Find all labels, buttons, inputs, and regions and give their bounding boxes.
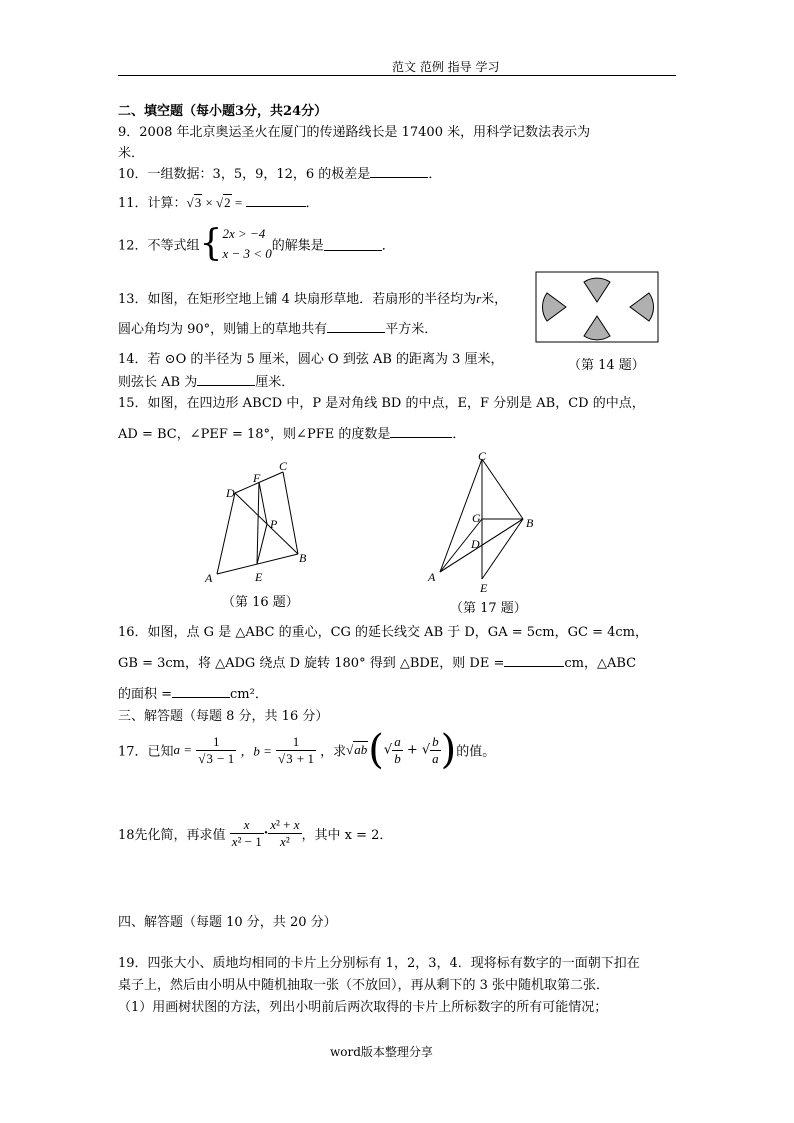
q17: 17．已知a = $\frac{1}{√3 - 1}$ ，b = $\frac{1}{√3 + 1}$ ，求√ab(√ $\frac{a}{b}$ + √ $\frac{b}{a}$ )的值。 [118,727,496,773]
q18-frac1: $\frac{x}{\text{x² − 1}}$ [231,817,262,849]
q15-line2b: ． [452,427,466,442]
q14-line2b: 厘米． [255,375,295,390]
q13-line1 [118,288,507,307]
q17-frac-b-over-a: $\frac{b}{a}$ [432,733,439,766]
fig17-label-A: A [428,570,436,584]
q17-a-label: a = [173,742,193,757]
q17-paren-right: ) [440,727,457,773]
q11-end: ． [305,196,319,211]
q12-ineq2: x − 3 < 0 [222,246,272,261]
q18: 18先化简，再求值 $\frac{x}{\text{x² − 1}}$ · $\frac{\text{x² + x}}{\text{x²}}$ ，其中 x = 2． [118,817,393,849]
fig17-label-B: B [526,516,534,530]
q11 [118,192,319,211]
fig17-label-E: E [480,581,488,595]
fig17-segment-EB [482,519,523,579]
q14-blank [197,373,255,386]
q16-line3 [118,683,268,702]
q16-line2a: GB = 3cm，将 △ADG 绕点 D 旋转 180° 得到 △BDE，则 DE = [118,656,505,671]
q12-brace: { [199,223,223,264]
q10-blank [370,165,428,178]
q18-frac2: $\frac{\text{x² + x}}{\text{x²}}$ [270,817,300,849]
q19-line2: 桌子上，然后由小明从中随机抽取一张（不放回），再从剩下的 3 张中随机取第二张． [118,978,610,993]
fig16-side-AD [217,493,235,574]
q14-line2 [118,371,294,390]
q16-line2b: cm，△ABC [564,656,637,671]
fig17-label-C-text: C [478,449,487,463]
figure-17 [420,447,540,597]
q10-text: 10．一组数据：3，5，9，12，6 的极差是 [118,167,371,182]
q10 [118,163,441,182]
q17-frac-b: $\frac{1}{√3 + 1}$ [278,733,314,766]
q15-blank [390,425,452,438]
q11-prefix: 11．计算： [118,196,187,211]
fig16-label-D: D [226,486,235,500]
q12-end: ． [381,238,395,254]
q13-line1a: 13．如图，在矩形空地上铺 4 块扇形草地．若扇形的半径均为 [118,292,477,307]
q12-system [222,224,271,264]
q17-b-label: ，b = [240,743,272,759]
page-header: 范文 范例 指导 学习 [392,60,500,74]
q13-var-r: r [476,291,482,306]
q11-blank [246,194,306,207]
fig17-caption: （第 17 题） [450,601,527,616]
q17-sqrt-ab: √ab [346,742,368,757]
section-3-title: 三、解答题（每题 8 分，共 16 分） [118,709,329,724]
fig14-caption: （第 14 题） [568,358,645,373]
q11-expression: √3 × √2 = [186,195,246,210]
q15-line1: 15．如图，在四边形 ABCD 中，P 是对角线 BD 的中点，E，F 分别是 AB，CD 的中点， [118,396,645,411]
q14-line2a: 则弦长 AB 为 [118,375,198,390]
q17-frac-a-over-b: $\frac{a}{b}$ [394,733,401,766]
fig16-label-C: C [279,460,288,473]
q16-line1: 16．如图，点 G 是 △ABC 的重心，CG 的延长线交 AB 于 D，GA = 5cm，GC = 4cm， [118,625,648,640]
fig16-label-A: A [205,571,213,585]
q16-line3b: cm²． [230,687,268,702]
fig17-side-CB [482,459,523,519]
q17-ask: ，求 [320,744,347,760]
q12-ineq1: 2x > −4 [222,226,266,241]
q16-line3a: 的面积 = [118,687,173,702]
q9-line1: 9．2008 年北京奥运圣火在厦门的传递路线长是 17400 米，用科学记数法表示为 [118,125,591,140]
q12 [118,224,395,264]
fig16-label-P: P [270,517,278,531]
q13-line2 [118,318,437,337]
fig16-label-E: E [255,570,263,584]
q16-blank2 [172,685,230,698]
q19-line1: 19．四张大小、质地均相同的卡片上分别标有 1，2，3，4．现将标有数字的一面朝下扣在 [118,956,640,971]
q13-line2a: 圆心角均为 90°，则铺上的草地共有 [118,322,328,337]
q15-line2a: AD = BC，∠PEF = 18°，则∠PFE 的度数是 [118,427,391,442]
section-2-title: 二、填空题（每小题3分，共24分） [118,104,328,119]
q10-end: ． [428,167,442,182]
q16-line2 [118,652,636,671]
figure-14 [535,270,660,345]
fig16-label-B: B [299,551,307,565]
q13-blank [327,320,385,333]
q17-end: 的值。 [456,744,496,760]
q18-suffix: ，其中 x = 2． [301,828,393,843]
fig17-label-G: G [472,511,481,525]
q17-prefix: 17．已知 [118,744,174,760]
q15-line2 [118,423,465,442]
q16-blank1 [504,654,564,667]
q12-prefix: 12．不等式组 [118,238,200,254]
header-rule [118,75,676,76]
fig17-label-D: D [471,537,480,551]
q9-line2: 米． [118,146,145,161]
q17-frac-a: $\frac{1}{√3 - 1}$ [198,733,235,766]
fig16-segment-EP [257,524,267,564]
q12-suffix: 的解集是 [271,238,324,254]
q19-line3: （1）用画树状图的方法，列出小明前后两次取得的卡片上所标数字的所有可能情况； [118,1000,608,1015]
q17-paren-left: ( [368,727,384,773]
q13-line2b: 平方米． [385,322,438,337]
q14-line1: 14．若 ⊙O 的半径为 5 厘米，圆心 O 到弦 AB 的距离为 3 厘米， [118,352,504,367]
q18-prefix: 18先化简，再求值 [118,828,226,843]
fig16-caption: （第 16 题） [222,595,299,610]
q13-line1b: 米， [481,292,508,307]
q12-blank [324,238,382,251]
page-footer: word版本整理分享 [330,1045,433,1059]
section-4-title: 四、解答题（每题 10 分，共 20 分） [118,915,337,930]
fig16-segment-FE [257,482,259,564]
fig16-label-F: F [253,471,261,485]
figure-16 [195,460,320,590]
